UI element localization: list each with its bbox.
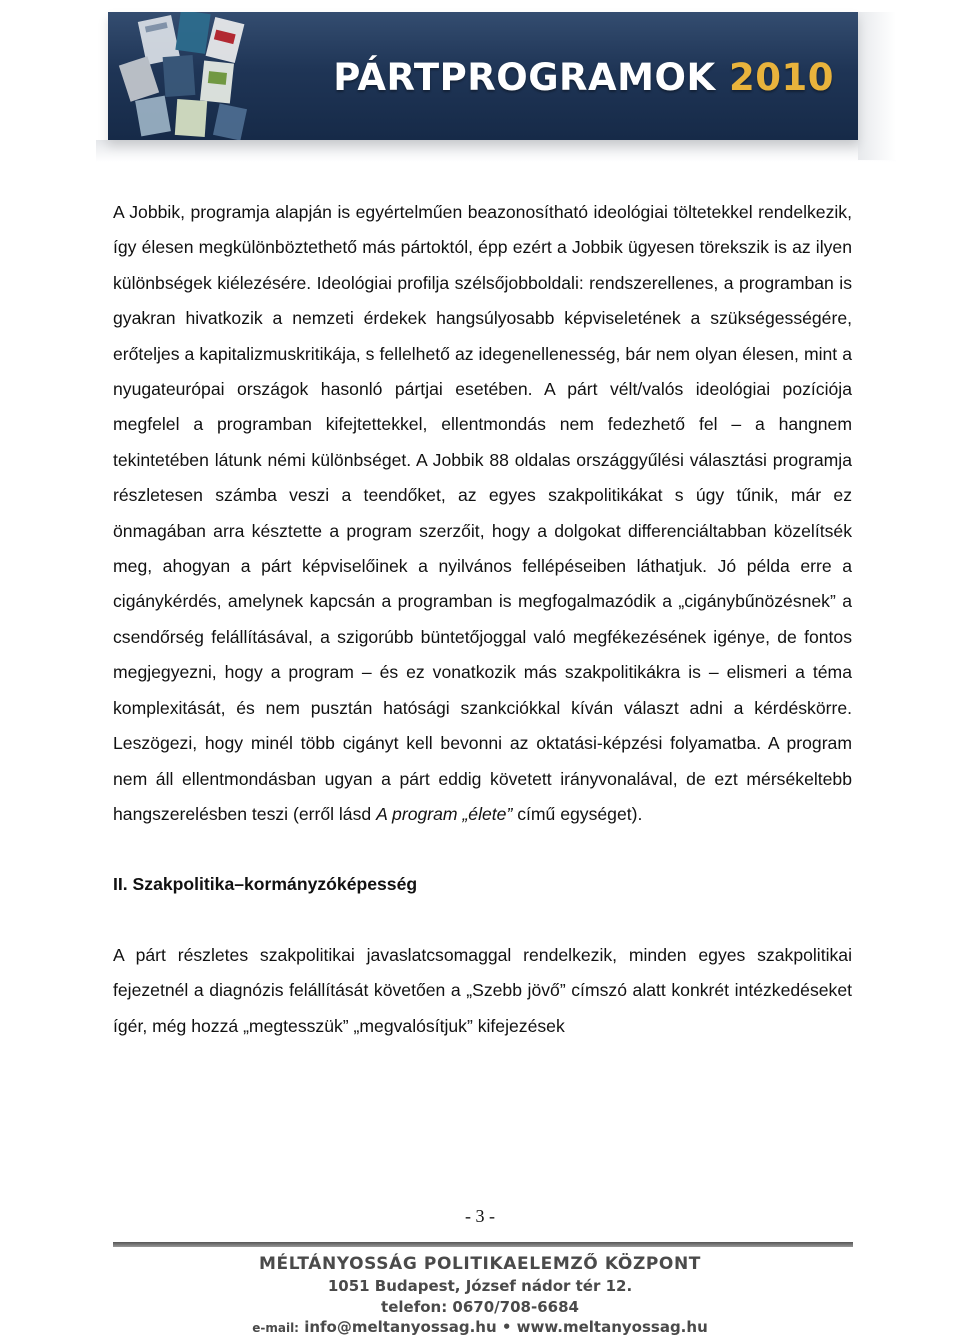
section-heading: II. Szakpolitika–kormányzóképesség <box>113 874 418 895</box>
program-booklets-logo <box>112 12 282 140</box>
banner-shadow-bottom <box>96 140 896 162</box>
footer-organization: MÉLTÁNYOSSÁG POLITIKAELEMZŐ KÖZPONT <box>258 1254 702 1274</box>
page-number: - 3 - <box>465 1206 495 1226</box>
page-body <box>113 195 852 1044</box>
header-banner <box>108 12 858 140</box>
banner-year: 2010 <box>729 56 834 99</box>
footer-email-label: e-mail: <box>252 1321 299 1335</box>
footer-divider <box>113 1242 853 1247</box>
footer-contact <box>0 1317 960 1339</box>
paragraph-1: A Jobbik, programja alapján is egyértelműen beazonosítható ideológiai töltetekkel rendelkezik, így élesen megkülönböztethető más pártoktól, épp ezért a Jobbik ügyesen törekszik is az ilyen különbségek kiélezésére. Ideológiai profilja szélsőjobboldali: rendszerellenes, a programban is gyakran hivatkozik a nemzeti érdekek hangsúlyosabb képviseletének a szükségességére, erőteljes a kapitalizmuskritikája, s fellelhető az idegenellenesség, bár nem olyan élesen, mint a nyugateurópai országok hasonló pártjai esetében. A párt vélt/valós ideológiai pozíciója megfelel a programban kifejtettekkel, ellentmondás nem fedezhető fel – a hangnem tekintetében látunk némi különbséget. A Jobbik 88 oldalas országgyűlési választási programja részletesen számba veszi a teendőket, az egyes szakpolitikákat s úgy tűnik, már ez önmagában arra késztette a program szerzőit, hogy a dolgokat differenciáltabban közelítsék meg, ahogyan a párt képviselőinek a nyilvános fellépéseiben láthatjuk. Jó példa erre a cigánykérdés, amelynek kapcsán a programban is megfogalmazódik a „cigánybűnözésnek” a csendőrség felállításával, a szigorúbb büntetőjoggal való megfékezésének igénye, de fontos megjegyezni, hogy a program – és ez vonatkozik más szakpolitikákra is – elismeri a téma komplexitását, és nem pusztán hatósági szankciókkal kíván választ adni a kérdéskörre. Leszögezi, hogy minél több cigányt kell bevonni az oktatási-képzési folyamatba. A program nem áll ellentmondásban ugyan a párt eddig követett irányvonalával, de ezt mérsékeltebb hangszerelésben teszi (erről lásd A program „élete” című egységet). <box>113 202 852 824</box>
footer-address: 1051 Budapest, József nádor tér 12. <box>327 1277 633 1295</box>
footer-phone: telefon: 0670/708-6684 <box>381 1297 579 1316</box>
footer <box>0 1252 960 1339</box>
footer-email-web: info@meltanyossag.hu • www.meltanyossag.hu <box>298 1318 708 1336</box>
paragraph-2: A párt részletes szakpolitikai javaslatcsomaggal rendelkezik, minden egyes szakpolitikai fejezetnél a diagnózis felállítását követően a „Szebb jövő” címszó alatt konkrét intézkedéseket ígér, még hozzá „megtesszük” „megvalósítjuk” kifejezések <box>113 944 852 1036</box>
italic-reference: A program „élete” <box>376 803 513 824</box>
banner-title: PÁRTPROGRAMOK 2010 <box>333 56 834 99</box>
banner-shadow-right <box>858 12 896 160</box>
